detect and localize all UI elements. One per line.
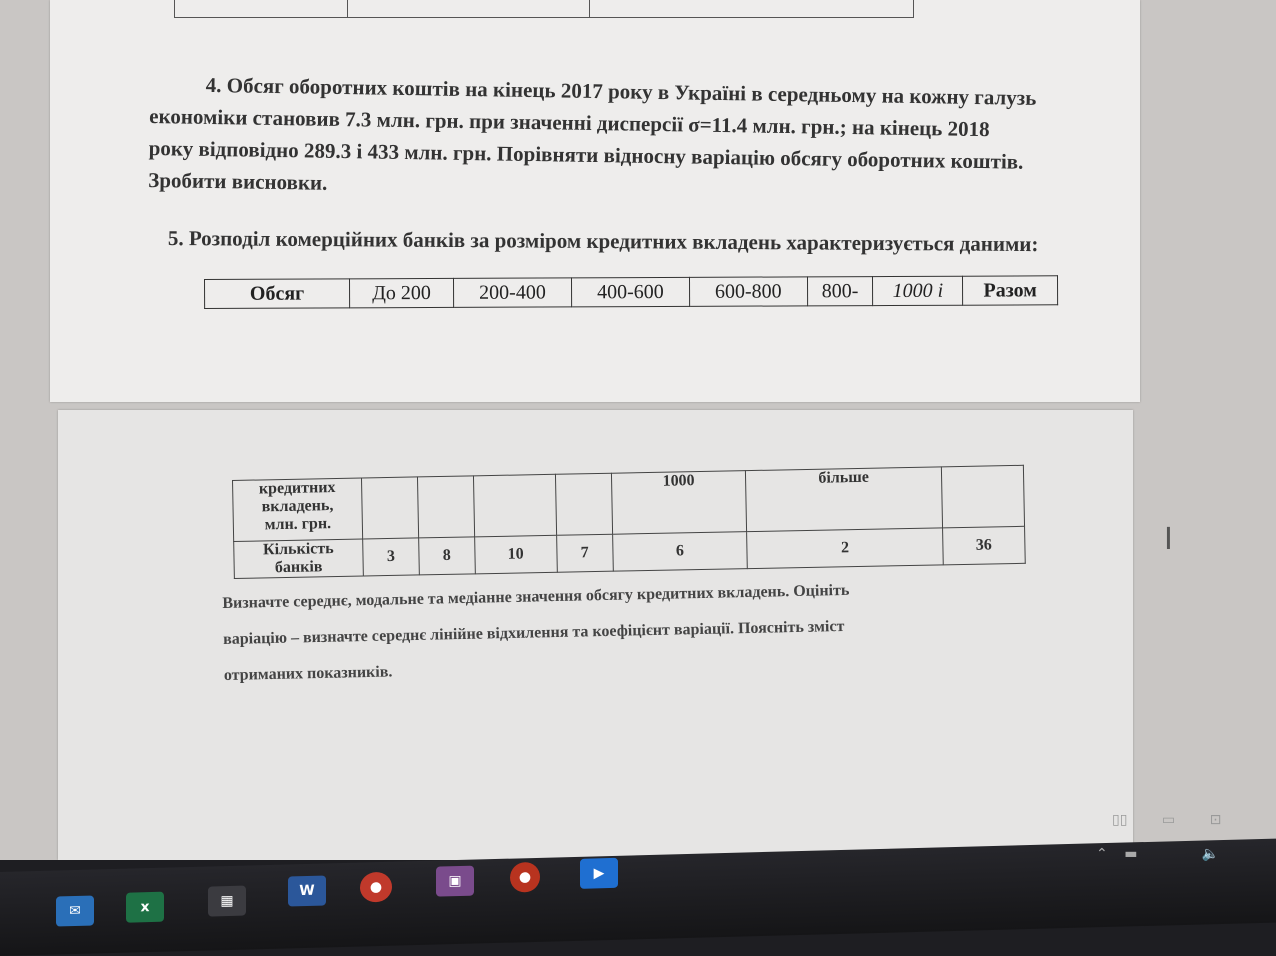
task-4-line: року відповідно 289.3 і 433 млн. грн. Порівняти відносну варіацію обсягу оборотних коштів. [148,135,1024,174]
header-cell: 200-400 [453,278,571,308]
instructions-line: Визначте середнє, модальне та медіанне значення обсягу кредитних вкладень. Оцініть [222,581,850,612]
bank-count-cell: 10 [474,535,557,574]
header-cell: 800- [807,277,873,306]
task-4-line: 4. Обсяг оборотних коштів на кінець 2017 року в Україні в середньому на кожну галузь [205,72,1037,110]
label-line: кредитних [258,479,336,498]
photos-icon[interactable]: ▣ [436,866,474,897]
previous-table-bottom [174,0,914,18]
read-mode-icon[interactable]: ▯▯ [1112,812,1128,828]
view-buttons[interactable] [1112,812,1251,828]
distribution-table-continued [232,465,1026,579]
distribution-table-header [204,275,1058,309]
bank-count-cell: 3 [363,538,420,576]
print-layout-icon[interactable]: ▭ [1161,812,1176,828]
zoom-icon[interactable]: ▶ [580,858,618,889]
bank-count-cell: 2 [747,528,943,569]
instructions-line: варіацію – визначте середнє лінійне відхилення та коефіцієнт варіації. Поясніть зміст [222,617,845,648]
task-4-paragraph [148,68,1120,211]
tray-chevron-icon[interactable]: ⌃ [1096,846,1108,862]
header-cell: 600-800 [689,277,807,307]
row-label-banks [234,539,364,578]
label-line: Кількість [262,540,334,559]
bank-count-cell: 6 [612,532,747,572]
volume-icon[interactable]: 🔈 [1201,846,1220,862]
header-cell: 1000 і [873,276,963,305]
table-cell [941,465,1024,528]
chrome-icon[interactable]: ● [360,872,392,903]
word-icon[interactable]: W [288,875,326,906]
task-4-line: Зробити висновки. [148,167,328,195]
label-line: банків [274,558,323,577]
bank-count-cell: 7 [556,534,613,572]
network-icon[interactable]: ▬ [1124,846,1138,862]
label-line: млн. грн. [264,515,332,534]
header-cell: Разом [963,276,1058,305]
instructions-paragraph [222,570,1004,694]
bank-count-cell: 8 [418,537,475,575]
label-line: вкладень, [261,497,334,516]
mail-icon[interactable]: ✉ [56,896,94,927]
system-tray[interactable] [1096,846,1219,862]
web-layout-icon[interactable]: ⊡ [1209,812,1222,828]
store-icon[interactable]: ▦ [208,886,246,917]
bank-count-total: 36 [942,526,1025,565]
table-cell: більше [746,467,943,532]
header-cell: 400-600 [571,277,689,307]
task-4-line: економіки становив 7.3 млн. грн. при значенні дисперсії σ=11.4 млн. грн.; на кінець 2018 [149,103,990,142]
text-cursor-icon: I [1164,522,1173,557]
table-cell [555,473,612,535]
media-icon[interactable]: ● [510,862,540,893]
table-cell [417,476,474,538]
table-cell [473,474,556,537]
header-cell: До 200 [350,278,454,307]
table-cell: 1000 [611,471,747,535]
task-5-heading: 5. Розподіл комерційних банків за розміром кредитних вкладень характеризується даними: [167,225,1039,257]
table-cell [361,477,418,539]
instructions-line: отриманих показників. [223,663,393,684]
header-cell: Обсяг [205,279,350,309]
row-label-volume [233,478,363,541]
excel-icon[interactable]: x [126,892,164,923]
